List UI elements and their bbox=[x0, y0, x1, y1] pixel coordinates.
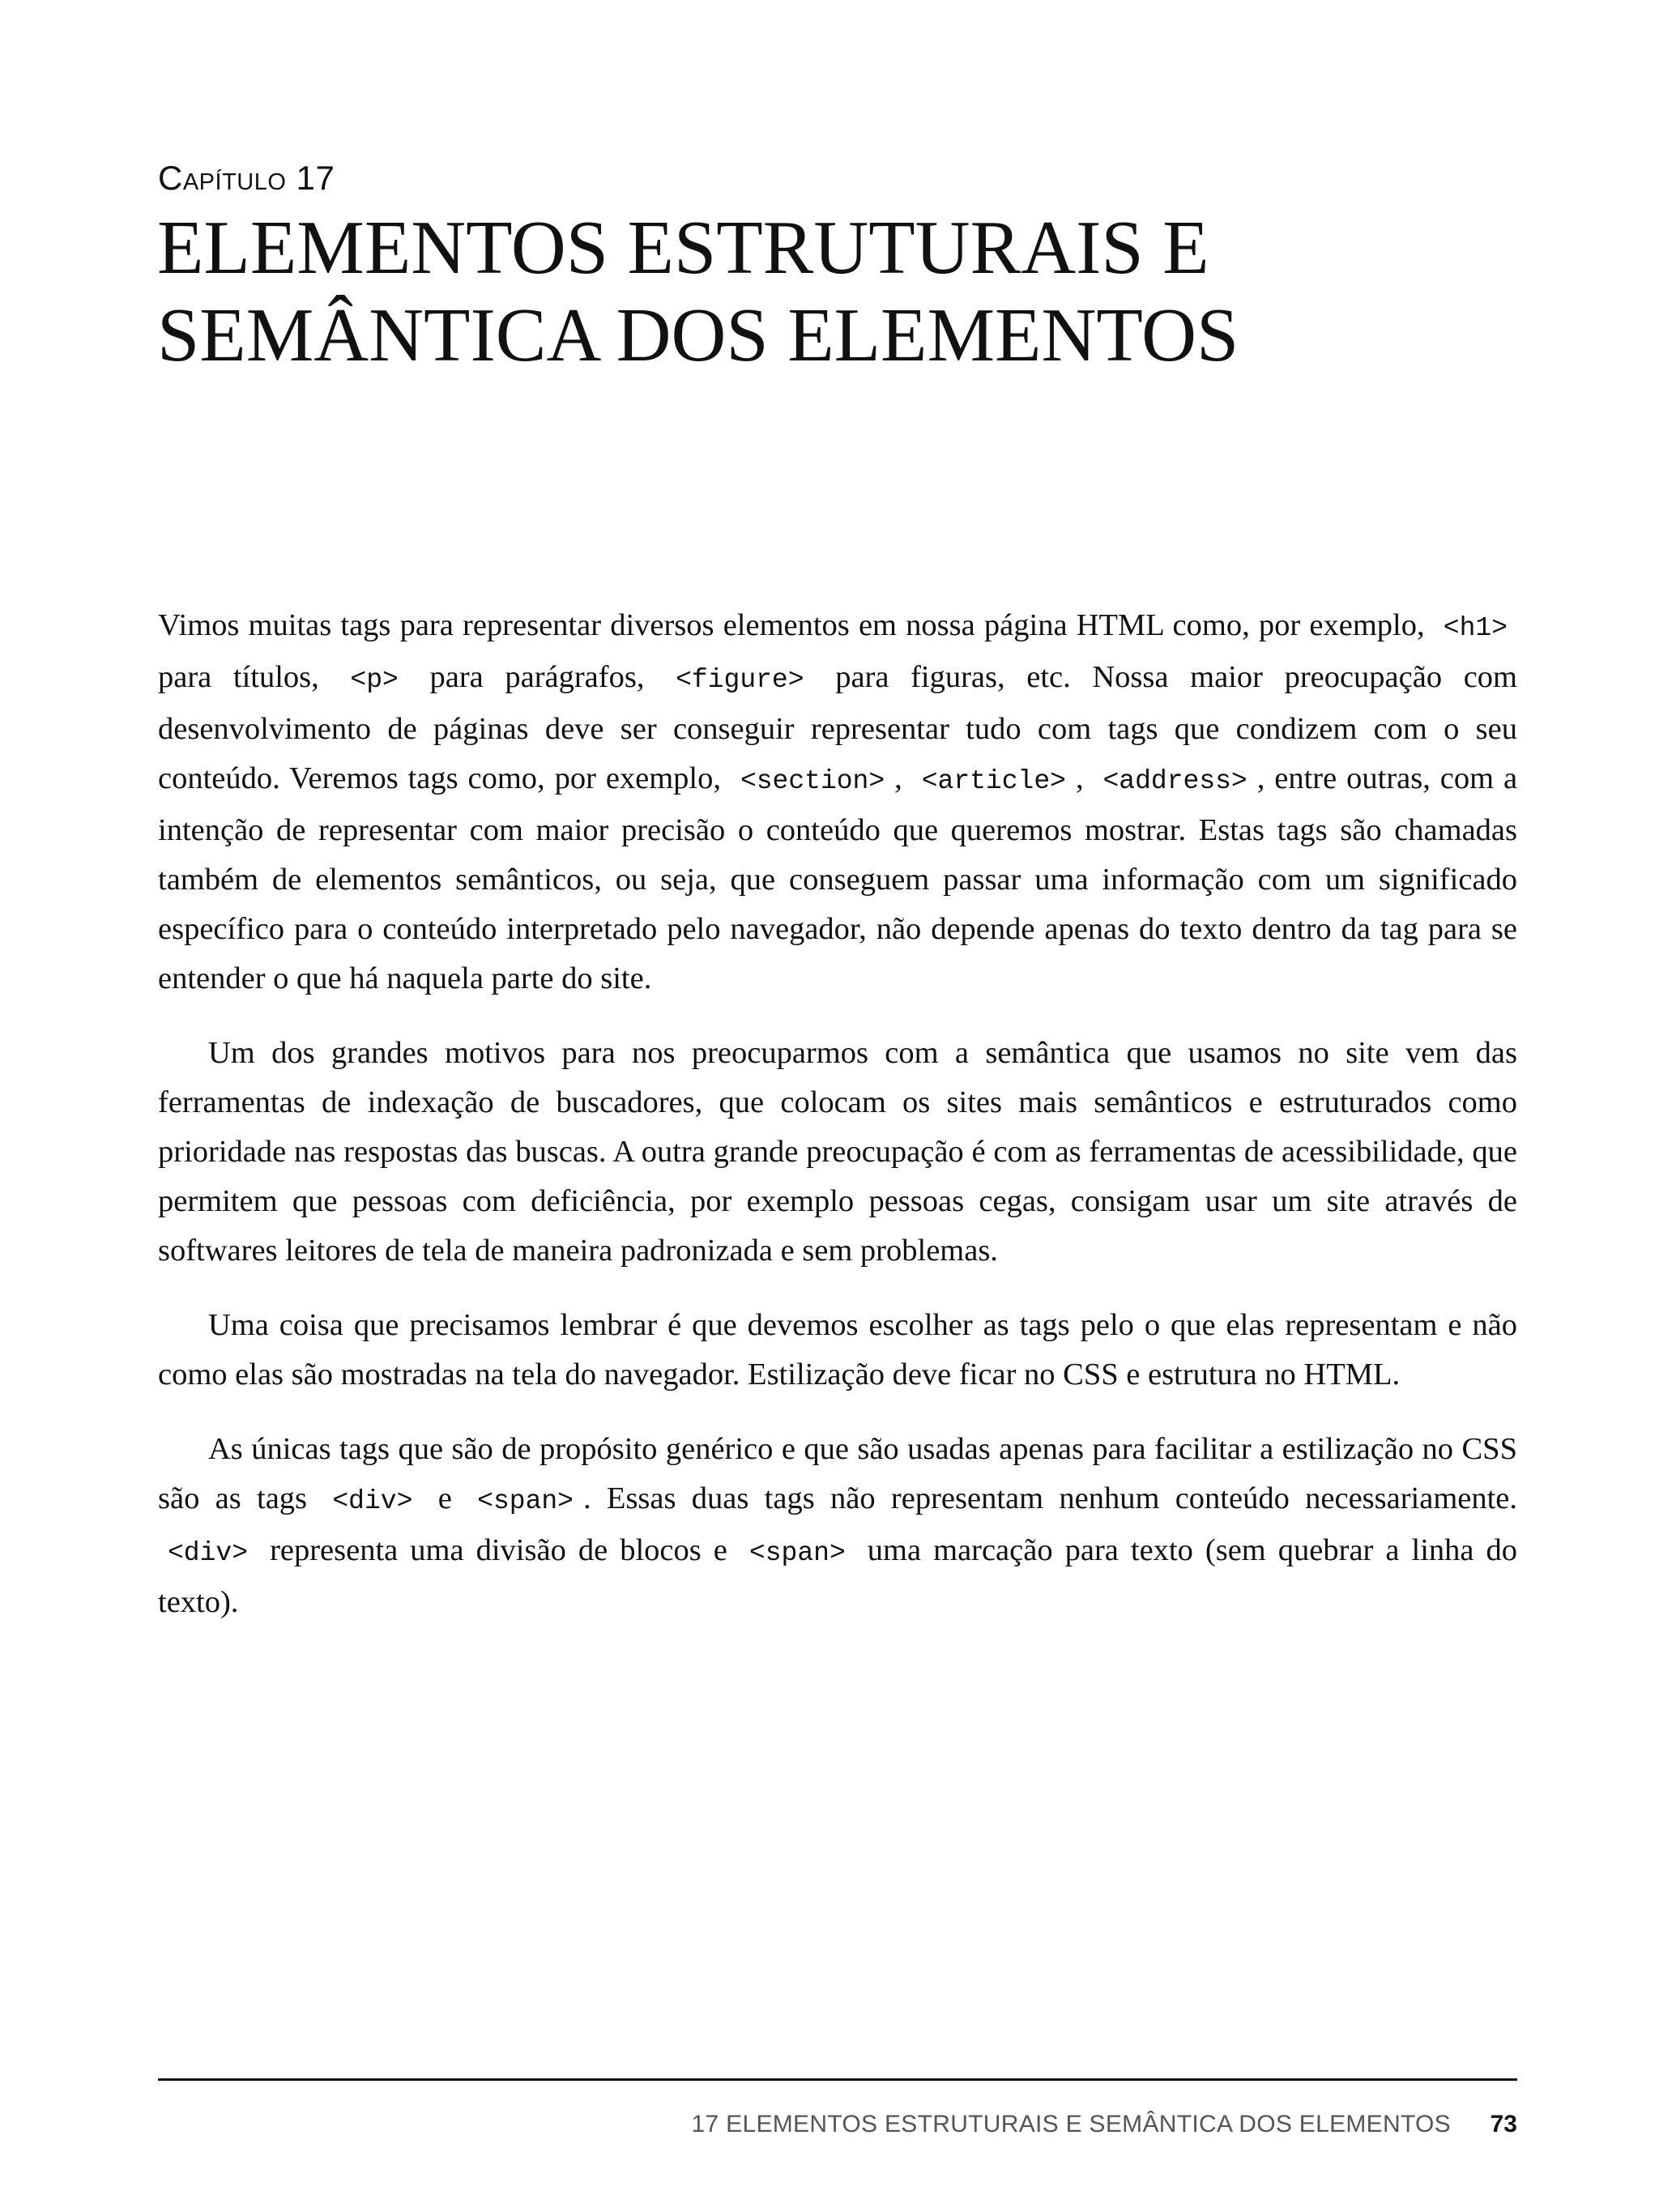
paragraph-2: Um dos grandes motivos para nos preocuparmos com a semântica que usamos no site vem das ferramentas de indexação de buscadores, que colocam os sites mais semânticos e estruturados como prioridade nas respostas das buscas. A outra grande preocupação é com as ferramentas de acessibilidade, que permitem que pessoas com deficiência, por exemplo pessoas cegas, consigam usar um site através de softwares leitores de tela de maneira padronizada e sem problemas. bbox=[158, 1036, 1517, 1268]
paragraph-text: As únicas tags que são de propósito genérico e que são usadas apenas para facilitar a estilização no CSS são as tags bbox=[158, 1432, 1517, 1515]
paragraph-4 bbox=[158, 1425, 1517, 1627]
inline-code: <span> bbox=[477, 1486, 574, 1516]
paragraph-text: , bbox=[1075, 761, 1084, 795]
page-number: 73 bbox=[1490, 2111, 1517, 2137]
paragraph-text: Vimos muitas tags para representar diversos elementos em nossa página HTML como, por exemplo, bbox=[158, 608, 1425, 642]
chapter-title bbox=[157, 204, 1534, 379]
inline-code: <article> bbox=[921, 766, 1066, 796]
paragraph-text: , entre outras, com a intenção de representar com maior precisão o conteúdo que queremos mostrar. Estas tags são chamadas também de elementos semânticos, ou seja, que conseguem passar uma informação com um significado específico para o conteúdo interpretado pelo navegador, não depende apenas do texto dentro da tag para se entender o que há naquela parte do site. bbox=[158, 761, 1518, 995]
chapter-title-line-2: SEMÂNTICA DOS ELEMENTOS bbox=[157, 293, 1239, 377]
inline-code: <div> bbox=[332, 1486, 413, 1516]
chapter-label: Capítulo 17 bbox=[158, 159, 335, 197]
paragraph-text: , bbox=[894, 761, 902, 795]
chapter-body bbox=[158, 601, 1517, 1652]
inline-code: <span> bbox=[748, 1538, 846, 1568]
paragraph-text: para parágrafos, bbox=[429, 660, 645, 694]
paragraph-text: e bbox=[437, 1481, 452, 1515]
footer-divider bbox=[158, 2078, 1517, 2081]
paragraph-text: uma marcação para texto (sem quebrar a linha do texto). bbox=[158, 1533, 1518, 1619]
paragraph-text: . Essas duas tags não representam nenhum conteúdo necessariamente. bbox=[582, 1481, 1518, 1515]
inline-code: <address> bbox=[1102, 766, 1247, 796]
paragraph-3: Uma coisa que precisamos lembrar é que devemos escolher as tags pelo o que elas representam e não como elas são mostradas na tela do navegador. Estilização deve ficar no CSS e estrutura no HTML. bbox=[158, 1308, 1517, 1392]
running-footer-title: 17 ELEMENTOS ESTRUTURAIS E SEMÂNTICA DOS ELEMENTOS bbox=[691, 2111, 1451, 2137]
inline-code: <div> bbox=[168, 1538, 249, 1568]
inline-code: <section> bbox=[740, 766, 885, 796]
paragraph-text: para títulos, bbox=[158, 660, 319, 694]
paragraph-1 bbox=[158, 601, 1517, 1004]
paragraph-text: para figuras, etc. Nossa maior preocupação com desenvolvimento de páginas deve ser conseguir representar tudo com tags que condizem com o seu conteúdo. Veremos tags como, por exemplo, bbox=[158, 660, 1517, 795]
paragraph-text: representa uma divisão de blocos e bbox=[270, 1533, 727, 1567]
inline-code: <h1> bbox=[1443, 613, 1508, 643]
inline-code: <p> bbox=[350, 665, 399, 695]
inline-code: <figure> bbox=[676, 665, 804, 695]
chapter-title-line-1: ELEMENTOS ESTRUTURAIS E bbox=[157, 206, 1209, 290]
